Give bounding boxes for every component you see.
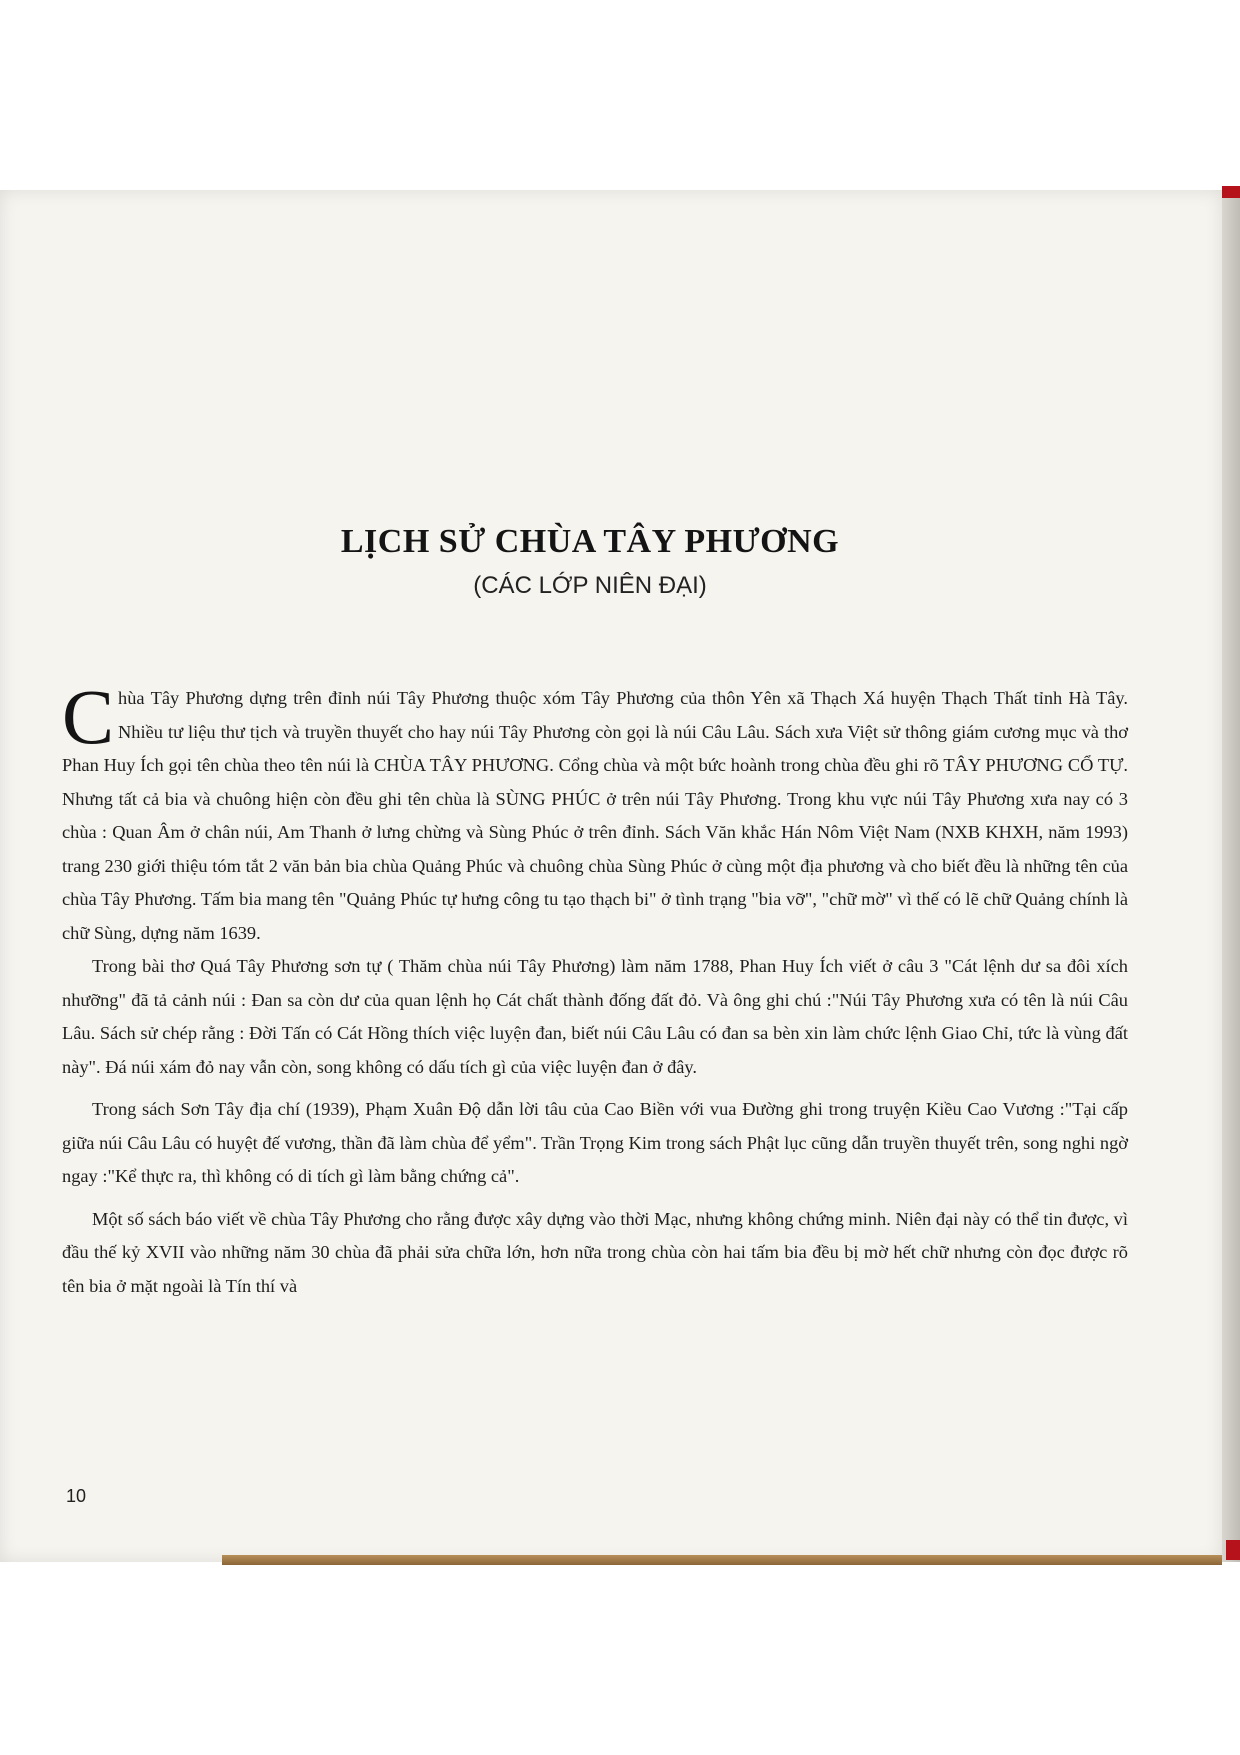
paragraph-1-text: hùa Tây Phương dựng trên đỉnh núi Tây Phương thuộc xóm Tây Phương của thôn Yên xã Thạch Xá huyện Thạch Thất tỉnh Hà Tây. Nhiều tư liệu thư tịch và truyền thuyết cho hay núi Tây Phương còn gọi là núi Câu Lâu. Sách xưa Việt sử thông giám cương mục và thơ Phan Huy Ích gọi tên chùa theo tên núi là CHÙA TÂY PHƯƠNG. Cổng chùa và một bức hoành trong chùa đều ghi rõ TÂY PHƯƠNG CỔ TỰ. Nhưng tất cả bia và chuông hiện còn đều ghi tên chùa là SÙNG PHÚC ở trên núi Tây Phương. Trong khu vực núi Tây Phương xưa nay có 3 chùa : Quan Âm ở chân núi, Am Thanh ở lưng chừng và Sùng Phúc ở trên đỉnh. Sách Văn khắc Hán Nôm Việt Nam (NXB KHXH, năm 1993) trang 230 giới thiệu tóm tắt 2 văn bản bia chùa Quảng Phúc và chuông chùa Sùng Phúc ở cùng một địa phương và cho biết đều là những tên của chùa Tây Phương. Tấm bia mang tên "Quảng Phúc tự hưng công tu tạo thạch bi" ở tình trạng "bia vỡ", "chữ mờ" vì thế có lẽ chữ Quảng chính là chữ Sùng, dựng năm 1639.: [62, 688, 1128, 943]
drop-cap: C: [62, 673, 115, 760]
paragraph-1: [62, 673, 1128, 950]
cover-corner-top: [1222, 186, 1240, 198]
cover-corner-bottom: [1226, 1540, 1240, 1560]
paragraph-2: Trong bài thơ Quá Tây Phương sơn tự ( Thăm chùa núi Tây Phương) làm năm 1788, Phan Huy Ích viết ở câu 3 "Cát lệnh dư sa đôi xích nhưỡng" đã tả cảnh núi : Đan sa còn dư của quan lệnh họ Cát chất thành đống đất đỏ. Và ông ghi chú :"Núi Tây Phương xưa có tên là núi Câu Lâu. Sách sử chép rằng : Đời Tấn có Cát Hồng thích việc luyện đan, biết núi Câu Lâu có đan sa bèn xin làm chức lệnh Giao Chỉ, tức là vùng đất này". Đá núi xám đỏ nay vẫn còn, song không có dấu tích gì của việc luyện đan ở đây.: [62, 956, 1128, 1077]
page-subtitle: (CÁC LỚP NIÊN ĐẠI): [473, 572, 707, 599]
article-body: [62, 673, 1128, 1303]
paragraph-4: Một số sách báo viết về chùa Tây Phương cho rằng được xây dựng vào thời Mạc, nhưng không chứng minh. Niên đại này có thể tin được, vì đầu thế kỷ XVII vào những năm 30 chùa đã phải sửa chữa lớn, hơn nữa trong chùa còn hai tấm bia đều bị mờ hết chữ nhưng còn đọc được rõ tên bia ở mặt ngoài là Tín thí và: [62, 1208, 1128, 1296]
page-right-edge: [1222, 190, 1240, 1562]
book-spine-strip: [222, 1555, 1222, 1565]
paragraph-3: Trong sách Sơn Tây địa chí (1939), Phạm Xuân Độ dẫn lời tâu của Cao Biền với vua Đường ghi trong truyện Kiều Cao Vương :"Tại cấp giữa núi Câu Lâu có huyệt đế vương, thần đã làm chùa để yểm". Trần Trọng Kim trong sách Phật lục cũng dẫn truyền thuyết trên, song nghi ngờ ngay :"Kể thực ra, thì không có di tích gì làm bằng chứng cả".: [62, 1099, 1128, 1186]
page-number: 10: [66, 1486, 87, 1506]
page-title: LỊCH SỬ CHÙA TÂY PHƯƠNG: [340, 523, 840, 560]
